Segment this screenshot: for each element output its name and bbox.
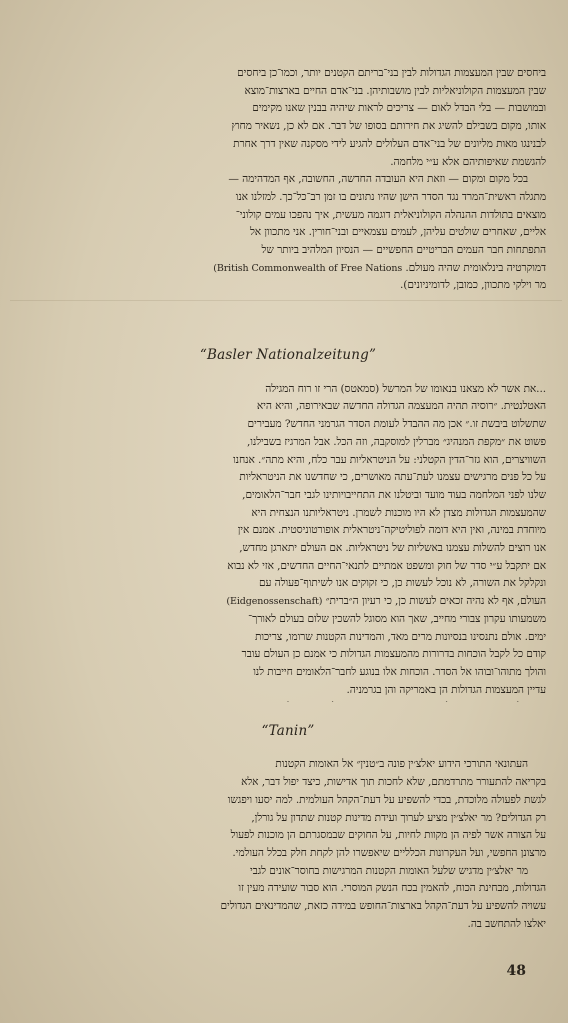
section-tanin [30, 757, 546, 962]
paragraph-line: ונקלקל את השורה, לא נוכל לעשות כן, כי זקוקים אנו לשיתוף־פעולה עם [258, 577, 546, 590]
paragraph-line: ביחסים שבין המעצמות הגדולות לבין בני־בריתם הקטנים יותר, וכמו־כן ביחסים [237, 67, 546, 79]
paragraph-text: העולם, אף לא נהיה זכאים לעשות כן, כי רעיון ה״ברית״ [325, 595, 546, 608]
paragraph-line: פשוט את ״מקפת המנהיג״ מברלין למוסקבה, וזה הכל. אבל המרגיז בשבילנו, [246, 435, 546, 448]
page-number: 48 [506, 963, 526, 979]
paragraph-line: משמעותו עקרון צבורי מחייב, שאך הוא מסוגל להשכין שלום בעולם לאורך־ [248, 612, 546, 625]
paragraph-line: מר וילקי מתכוון, כמובן, לדומיניונים). [400, 279, 546, 292]
paragraph-line: מוצאים בתולדות ההנהלה הקולוניאלית דוגמה מעשית, איך נהפכו עמים קולוני־ [235, 208, 546, 221]
paragraph-line: העתונאי התורכי הידוע יאלצ׳ין פונה ב״טנין״ אל האומות הקטנות [275, 758, 528, 771]
paragraph-line: מר יאלצ׳ין מדגיש שלעל האומות הקטנות המרגישות בחוסר־אונים לגבי [250, 864, 528, 877]
paragraph-line: מתגלה ראשית־המרד נגד הסדר הישן שהיו נתונים בו זמן רב־כל־כך. למזלנו אנו [235, 190, 546, 203]
paragraph-line: התפתחות חבר העמים הבריטיים החפשיים — הנסיון המלהיב ביותר של [261, 244, 546, 257]
paragraph-line: האטלנטית. ״רוסיה תהיה המעצמה הגדולה החדשה שבאירופה, והיא היא [256, 400, 546, 413]
paragraph-line: מרצונן החפשי, ועל העקרונות הכלליים שיאפשרו להן לקחת חלק בכלל העולמי. [232, 846, 546, 859]
paragraph-line: השוויצרים, הוא גזר־הדין הקטלני: על הניטראליות עבר כלח, והיא מתה״. אנחנו [233, 453, 546, 466]
paragraph-line: על כל פנים מרגישים עצמנו לעת־עתה מאושרים, כי שחדשנו את הניטראליות [239, 471, 546, 484]
paragraph-line: והולך מתוהו־ובוהו אל הסדר. הוכחות אלו בנוגע לחבר־הלאומים חייבות לנו [253, 665, 546, 678]
paragraph-line: ...את אשר לא מצאנו בנאומו של המרשל (סמאטס) הרי זו רוח המגילה [265, 382, 546, 395]
section-commonwealth [30, 66, 546, 326]
section-basler [30, 382, 546, 702]
paragraph-line: אליים, שאחרים שולטים עליהן, לעמים עצמאיים ובני־חורין. אני מתכוון אל [249, 226, 546, 239]
paragraph-line: אותו, מקום בשבילם להשיג את חירותם בסופו של דבר. אם לא כן, נשאיר מחוץ [231, 120, 546, 133]
paragraph-line: מיוחדת במינה, ואין היא דומה לפוליטיקה־ניטראלית אופורטוניסטית. אמנם אין [237, 524, 546, 537]
paragraph-line [30, 594, 546, 610]
paragraph-line: אם יתקבל ע״י סדר של חוק ומשפט אמתיים לתנאי־החיים החדשים, אזי לא נבוא [227, 559, 546, 572]
paragraph-line: להגשמת שאיפותיהם אלא ע״י מלחמה. [390, 155, 546, 168]
paragraph-line: שבין המעצמות הקולוניאליות לבין מושבותיהן. בני־אדם החיים בארצות־מוצא [244, 84, 546, 97]
paragraph-line: ימים. אולם נתנסינו בנסיונות מרים מאד, והמדינות הקטנות שרומו, צריכות [254, 630, 546, 643]
paragraph-line [30, 700, 546, 701]
paragraph-line: שלנו לפני המלחמה בעוד מועד וביטלנו את התחייבויותינו לגבי חבר־הלאומים, [242, 488, 546, 501]
paragraph-line: אנו רוצים להשלות עצמנו באשליות של ניטראליות. אם העולם יתארגן מחדש, [239, 542, 546, 555]
section-heading-basler: “Basler Nationalzeitung” [199, 347, 377, 363]
paragraph-line: עדיין המעצמות הגדולות הן באמריקה והן בגרמניה. [346, 683, 546, 696]
latin-phrase: (British Commonwealth of Free Nations [213, 262, 403, 274]
paragraph-line: לגשת לפעולה מלוכדת, בכדי להשפיע על דעת־הקהל העולמית. למה יסעו ויפגשו [227, 793, 546, 806]
paragraph-line: על הצורה אשר לפיה הן מקוות לחיות, על החוקים שבמסגרתם הן מוכנות לפעול [230, 829, 546, 842]
paragraph-line: שהמעצמות הגדולות מצדן לא היו מוכנות לשמרן. ניטראליותנו הנצחית היא [251, 506, 546, 519]
paragraph-line: לבנינגו מאות מליונים של בני־אדם העלולים להגיע לידי מסקנה שאין דרך אחרת [233, 137, 546, 150]
paragraph-line: רק הגדולים? מר יאלצ׳ין מציע לערוך ועידת מדינות קטנות שתדון על גורלן, [251, 811, 546, 824]
paragraph-line: בקריאה להתעורר מתרדמתם, שלא לחכות תוך אדישות, כיצד יפול דבר, אלא [241, 776, 546, 789]
paragraph-line: ובמושבות — בלי הבדל לאום — צריכים לראות שיהיה בבנין שאנו מקימים [252, 102, 546, 115]
paragraph-line: הגדולות, מבחינת הכוח, להאמין בכח הנשק המוסרי. הוא סבור שועידה מעין זו [238, 882, 546, 895]
paragraph-line [30, 261, 546, 277]
latin-phrase: (Eidgenossenschaft) [226, 596, 323, 608]
paragraph-line: בכל מקום ומקום — וזאת היא העובדה החדשה, החשובה, אף המדהימה — [228, 173, 528, 186]
text-column [30, 66, 546, 983]
section-heading-tanin: “Tanin” [261, 722, 315, 739]
paragraph-line: עשויה להשפיע על דעת־הקהל בארצות־החופש במידה כזאת, שהמדינאים הגדולים [220, 900, 546, 913]
paragraph-line: יאלצו להתחשב בה. [467, 917, 546, 930]
paragraph-line: שתשלוט ביבשת זו.״ אכן מה ההבדל לעומת הסדר הגרמני החדש? מעבירים [247, 418, 546, 431]
paragraph-line: קודם כל לקבל הוכחות בדרורות מהמעצמות הגדולות כי אמנם כן העולם עובר [241, 648, 546, 661]
paragraph-text: דמוקרטיה בינלאומית שהיה מעולם. [405, 261, 546, 274]
